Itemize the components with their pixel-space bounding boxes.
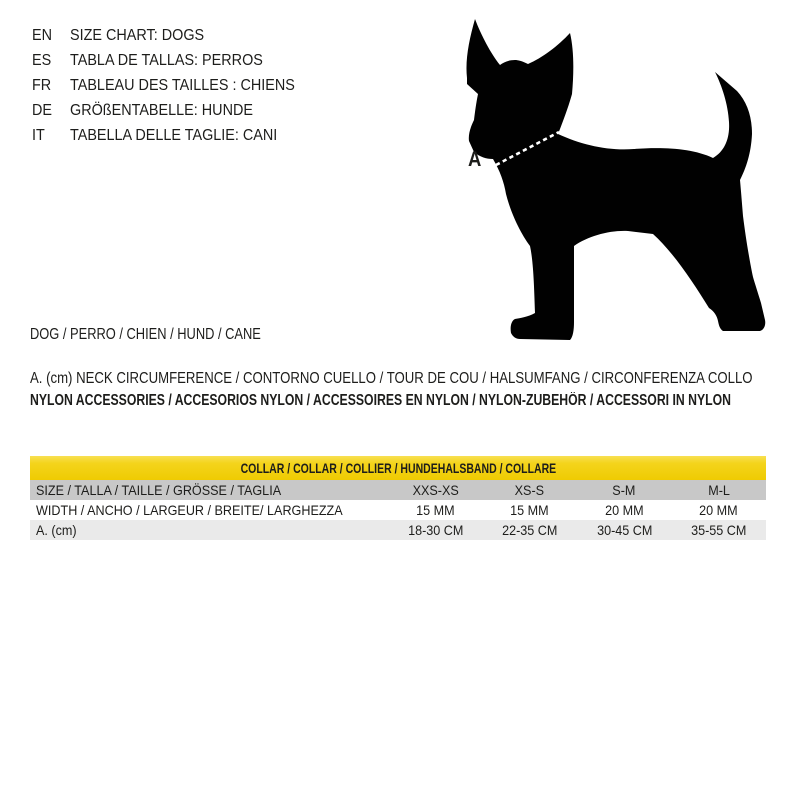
language-title: TABLA DE TALLAS: PERROS	[70, 52, 263, 69]
language-row-en	[32, 27, 320, 45]
table-header-collar	[30, 456, 766, 480]
language-title: GRÖßENTABELLE: HUNDE	[70, 102, 253, 119]
neck-range-value: 35-55 CM	[691, 522, 747, 538]
language-code: FR	[32, 77, 52, 94]
language-row-it	[32, 127, 320, 145]
measurement-point-label: A	[468, 148, 482, 171]
table-row-width	[30, 500, 766, 520]
animal-caption: DOG / PERRO / CHIEN / HUND / CANE	[30, 326, 261, 343]
language-code: IT	[32, 127, 45, 144]
table-header-label: COLLAR / COLLAR / COLLIER / HUNDEHALSBAND / COLLARE	[240, 460, 556, 476]
table-row-size	[30, 480, 766, 500]
size-value: XXS-XS	[412, 482, 459, 498]
language-row-fr	[32, 77, 320, 95]
size-value: M-L	[707, 482, 730, 498]
language-title: SIZE CHART: DOGS	[70, 27, 205, 44]
language-row-es	[32, 52, 320, 70]
nylon-accessories-note: NYLON ACCESSORIES / ACCESORIOS NYLON / ACCESSOIRES EN NYLON / NYLON-ZUBEHÖR / ACCESSORI IN NYLON	[30, 392, 731, 409]
neck-circumference-note: A. (cm) NECK CIRCUMFERENCE / CONTORNO CUELLO / TOUR DE COU / HALSUMFANG / CIRCONFERENZA COLLO	[30, 370, 753, 387]
size-value: XS-S	[515, 482, 545, 498]
neck-range-value: 18-30 CM	[407, 522, 463, 538]
width-value: 20 MM	[699, 502, 739, 518]
neck-range-value: 30-45 CM	[596, 522, 652, 538]
language-title: TABELLA DELLE TAGLIE: CANI	[70, 127, 278, 144]
row-label: SIZE / TALLA / TAILLE / GRÖSSE / TAGLIA	[36, 482, 282, 498]
width-value: 15 MM	[415, 502, 455, 518]
row-label: A. (cm)	[36, 522, 77, 538]
width-value: 15 MM	[510, 502, 550, 518]
width-value: 20 MM	[604, 502, 644, 518]
table-row-neck-cm	[30, 520, 766, 540]
language-title: TABLEAU DES TAILLES : CHIENS	[70, 77, 295, 94]
language-code: EN	[32, 27, 53, 44]
neck-range-value: 22-35 CM	[502, 522, 558, 538]
size-value: S-M	[612, 482, 636, 498]
dog-silhouette-icon	[430, 8, 775, 343]
language-title-list	[32, 27, 320, 152]
language-code: DE	[32, 102, 53, 119]
row-label: WIDTH / ANCHO / LARGEUR / BREITE/ LARGHEZZA	[36, 502, 343, 518]
collar-size-table	[30, 456, 766, 540]
language-code: ES	[32, 52, 52, 69]
language-row-de	[32, 102, 320, 120]
